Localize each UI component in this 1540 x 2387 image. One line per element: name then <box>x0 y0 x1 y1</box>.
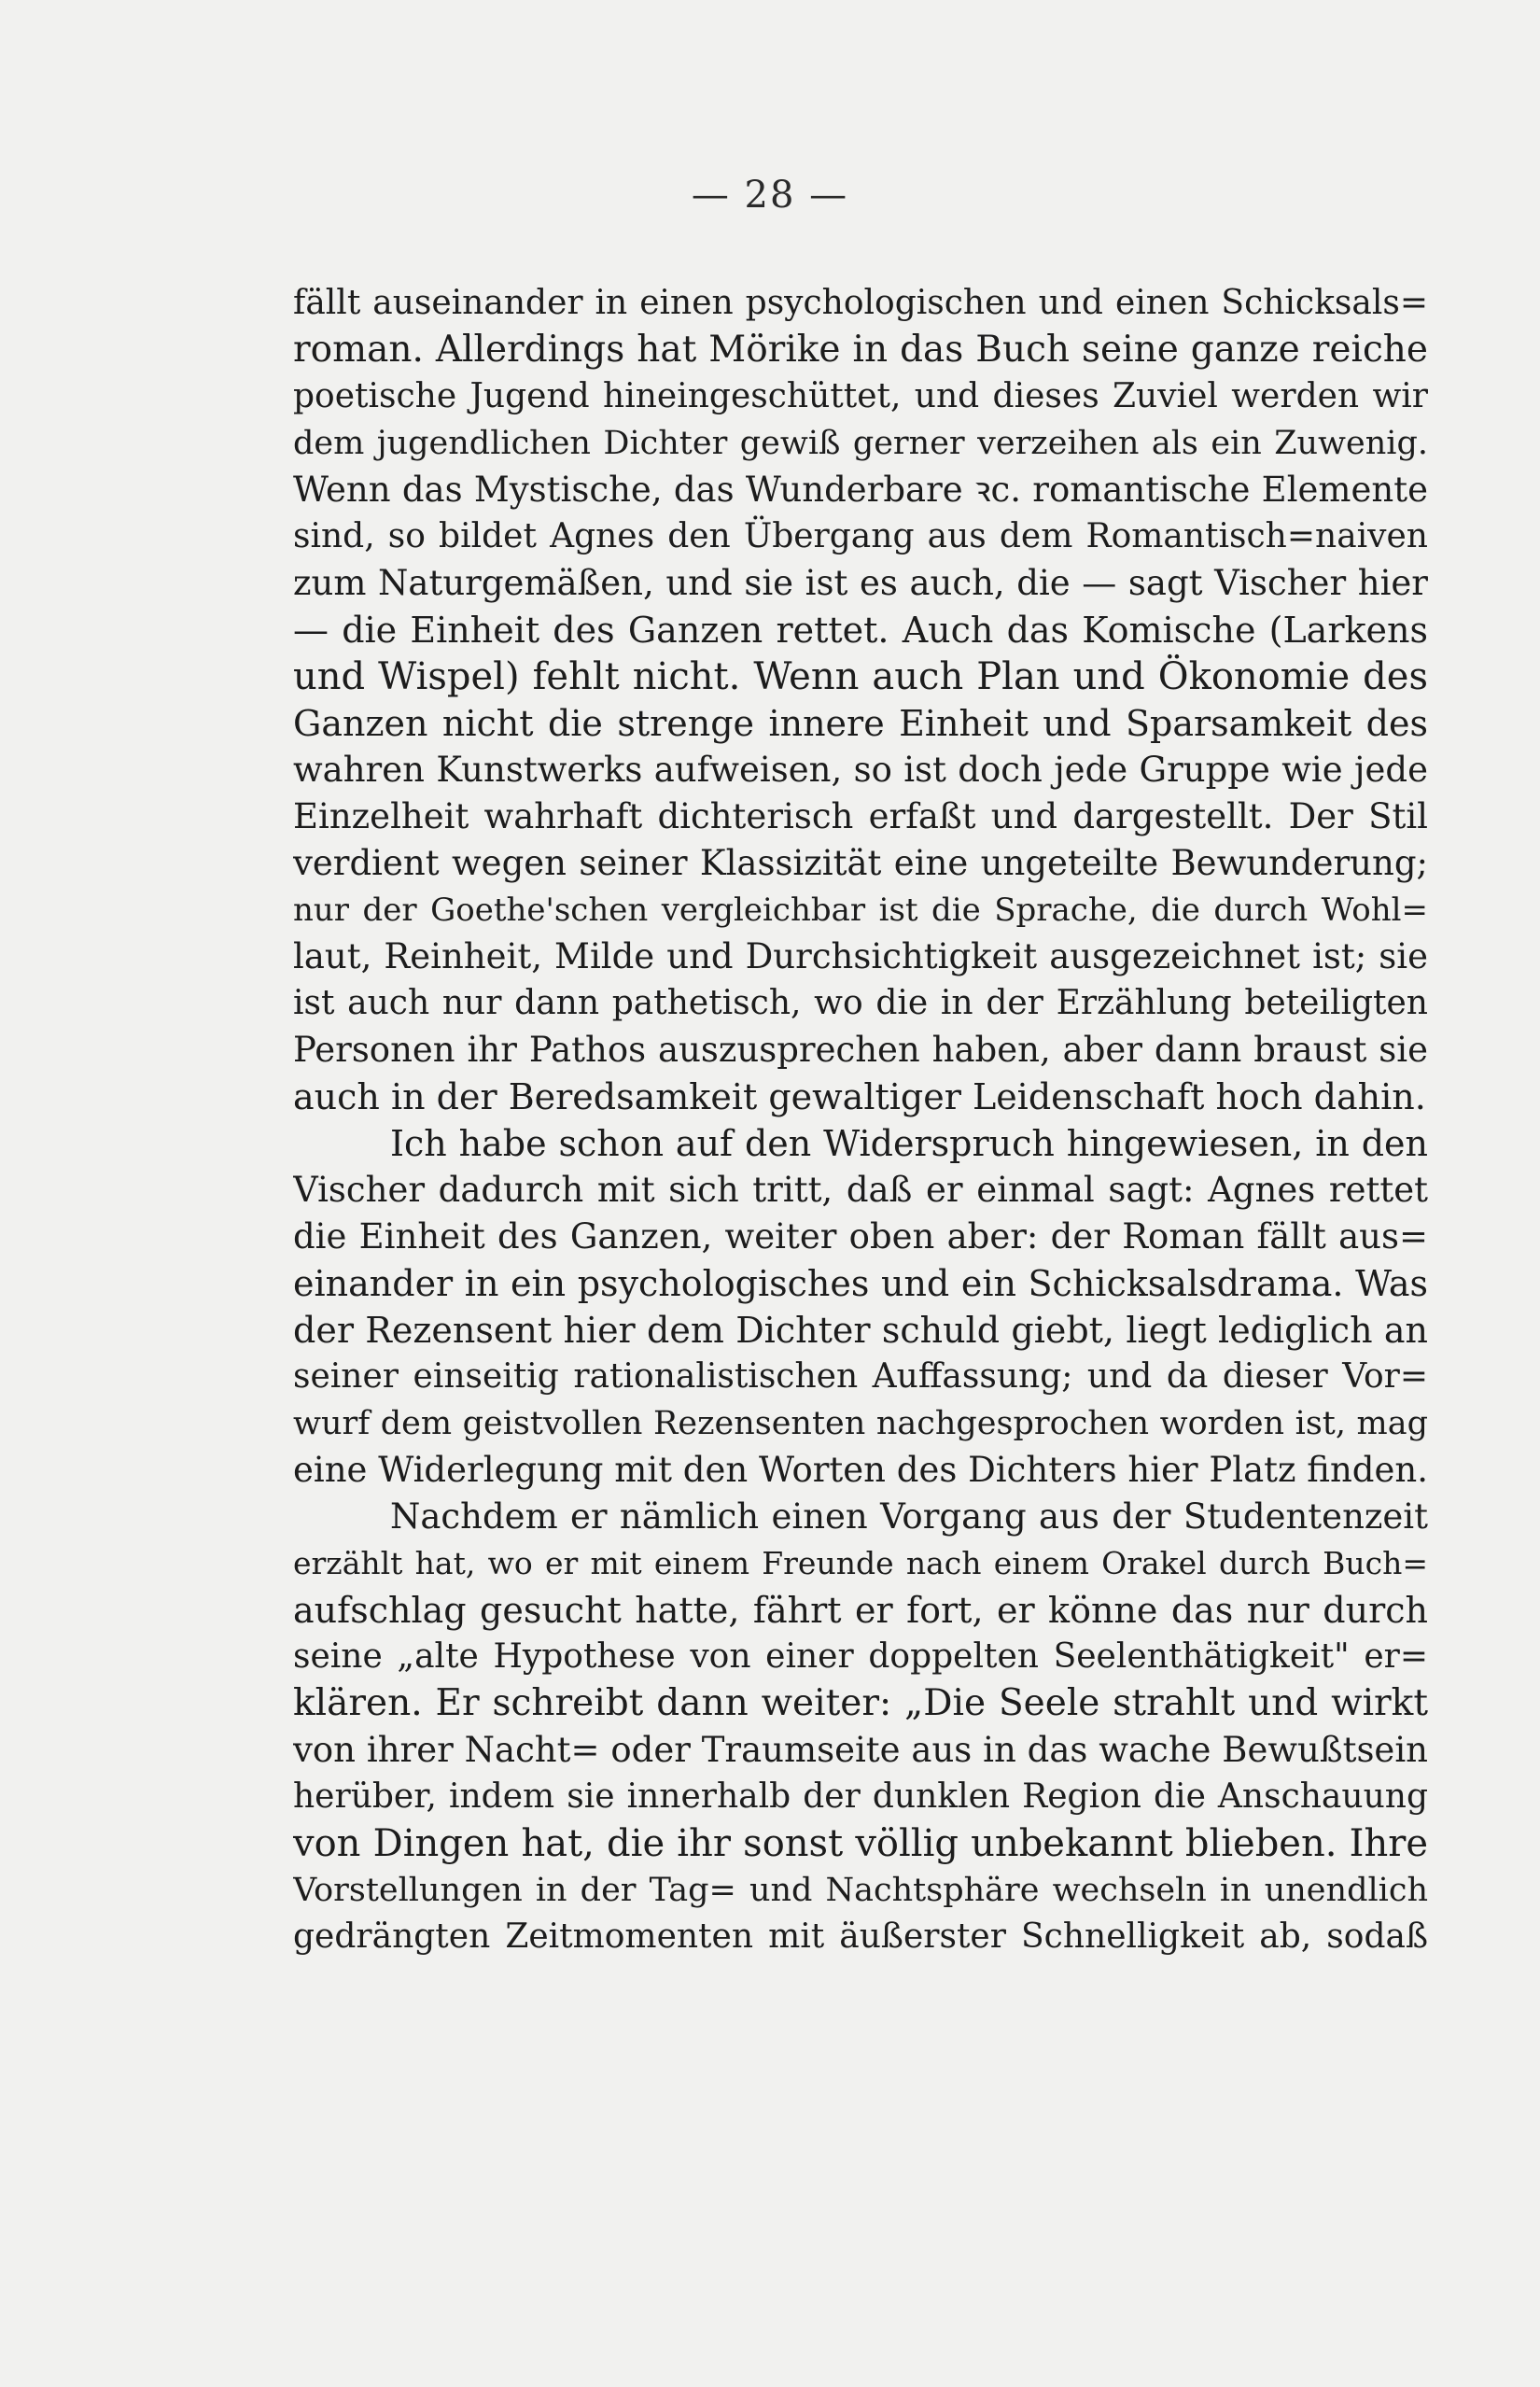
text-line: poetische Jugend hineingeschüttet, und dieses Zuviel werden wir <box>293 377 1428 415</box>
text-line: klären. Er schreibt dann weiter: „Die Seele strahlt und wirkt <box>293 1682 1428 1724</box>
text-line: und Wispel) fehlt nicht. Wenn auch Plan und Ökonomie des <box>293 655 1428 698</box>
text-line: Einzelheit wahrhaft dichterisch erfaßt und dargestellt. Der Stil <box>293 796 1428 836</box>
text-line: Ganzen nicht die strenge innere Einheit und Sparsamkeit des <box>293 703 1428 744</box>
paragraph-end-line: auch in der Beredsamkeit gewaltiger Leidenschaft hoch dahin. <box>293 1076 1426 1117</box>
page-number: — 28 — <box>691 174 849 217</box>
text-line: gedrängten Zeitmomenten mit äußerster Schnelligkeit ab, sodaß <box>293 1917 1428 1956</box>
text-line: ist auch nur dann pathetisch, wo die in der Erzählung beteiligten <box>293 984 1428 1022</box>
text-line: fällt auseinander in einen psychologischen und einen Schicksals= <box>293 284 1428 322</box>
text-line: von Dingen hat, die ihr sonst völlig unbekannt blieben. Ihre <box>293 1822 1428 1865</box>
text-line: zum Naturgemäßen, und sie ist es auch, die — sagt Vischer hier <box>293 563 1428 603</box>
body-text <box>293 280 1428 1960</box>
text-line: der Rezensent hier dem Dichter schuld giebt, liegt lediglich an <box>293 1310 1428 1351</box>
paragraph-end-line: eine Widerlegung mit den Worten des Dichters hier Platz finden. <box>293 1450 1428 1490</box>
text-line: dem jugendlichen Dichter gewiß gerner verzeihen als ein Zuwenig. <box>293 425 1428 462</box>
text-line: wurf dem geistvollen Rezensenten nachgesprochen worden ist, mag <box>293 1405 1428 1442</box>
text-line: seine „alte Hypothese von einer doppelten Seelenthätigkeit" er= <box>293 1637 1428 1676</box>
text-line: erzählt hat, wo er mit einem Freunde nach einem Orakel durch Buch= <box>293 1545 1428 1581</box>
text-line: sind, so bildet Agnes den Übergang aus dem Romantisch=naiven <box>293 517 1428 555</box>
text-line: verdient wegen seiner Klassizität eine ungeteilte Bewunderung; <box>293 843 1428 883</box>
text-line: aufschlag gesucht hatte, fährt er fort, er könne das nur durch <box>293 1590 1428 1631</box>
text-line: roman. Allerdings hat Mörike in das Buch seine ganze reiche <box>293 329 1428 371</box>
text-line: einander in ein psychologisches und ein Schicksalsdrama. Was <box>293 1263 1428 1304</box>
text-line: laut, Reinheit, Milde und Durchsichtigkeit ausgezeichnet ist; sie <box>293 936 1428 976</box>
text-line: die Einheit des Ganzen, weiter oben aber: der Roman fällt aus= <box>293 1216 1428 1257</box>
text-line: herüber, indem sie innerhalb der dunklen Region die Anschauung <box>293 1777 1428 1816</box>
text-line: Wenn das Mystische, das Wunderbare ꝛc. romantische Elemente <box>293 470 1428 510</box>
text-line: seiner einseitig rationalistischen Auffassung; und da dieser Vor= <box>293 1357 1428 1396</box>
text-line: Vorstellungen in der Tag= und Nachtsphäre wechseln in unendlich <box>293 1872 1428 1909</box>
paragraph-start-line: Ich habe schon auf den Widerspruch hingewiesen, in den <box>390 1123 1428 1164</box>
text-line: nur der Goethe'schen vergleichbar ist die Sprache, die durch Wohl= <box>293 892 1428 929</box>
paragraph-start-line: Nachdem er nämlich einen Vorgang aus der Studentenzeit <box>390 1496 1428 1537</box>
text-line: — die Einheit des Ganzen rettet. Auch das Komische (Larkens <box>293 610 1428 651</box>
text-line: Vischer dadurch mit sich tritt, daß er einmal sagt: Agnes rettet <box>293 1170 1428 1210</box>
text-line: wahren Kunstwerks aufweisen, so ist doch jede Gruppe wie jede <box>293 750 1428 790</box>
text-line: von ihrer Nacht= oder Traumseite aus in das wache Bewußtsein <box>293 1730 1428 1770</box>
text-line: Personen ihr Pathos auszusprechen haben, aber dann braust sie <box>293 1030 1428 1070</box>
